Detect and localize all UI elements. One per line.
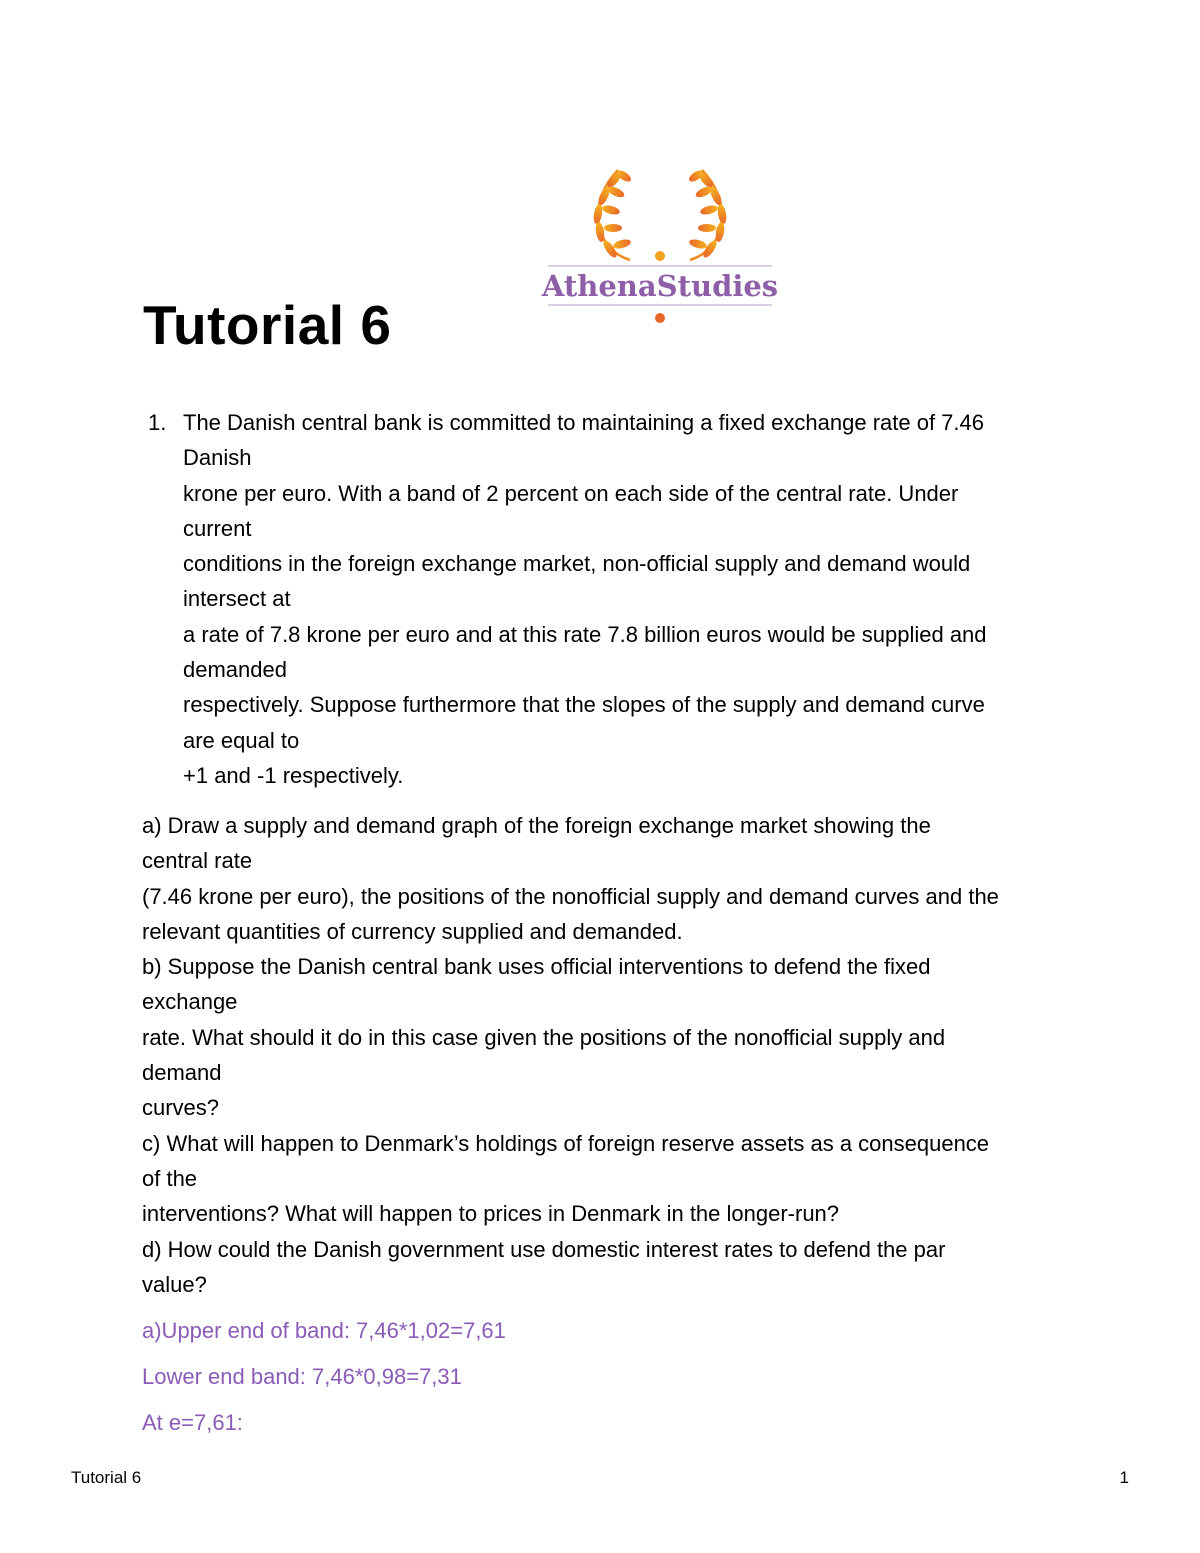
- question-line: krone per euro. With a band of 2 percent on each side of the central rate. Under: [183, 480, 959, 506]
- subquestion-line: b) Suppose the Danish central bank uses official interventions to defend the fixed: [142, 954, 931, 980]
- subquestion-line: demand: [142, 1060, 222, 1086]
- subquestion-line: rate. What should it do in this case given the positions of the nonofficial supply and: [142, 1024, 946, 1050]
- subquestion-line: d) How could the Danish government use domestic interest rates to defend the par: [142, 1236, 946, 1262]
- subquestion-line: (7.46 krone per euro), the positions of the nonofficial supply and demand curves and the: [142, 883, 999, 909]
- question-line: conditions in the foreign exchange market, non-official supply and demand would: [183, 551, 971, 577]
- subquestion-line: relevant quantities of currency supplied and demanded.: [142, 918, 683, 944]
- logo-dot-top-icon: [655, 251, 665, 261]
- subquestion-line: c) What will happen to Denmark’s holdings of foreign reserve assets as a consequence: [142, 1130, 990, 1156]
- answers: [142, 1313, 506, 1451]
- logo-wordmark: AthenaStudies: [541, 269, 779, 303]
- answer-line: At e=7,61:: [142, 1410, 243, 1435]
- footer-title: Tutorial 6: [71, 1468, 142, 1487]
- question-line: The Danish central bank is committed to maintaining a fixed exchange rate of 7.46: [183, 410, 985, 435]
- question-text: [183, 405, 987, 793]
- subquestions: [142, 808, 999, 1302]
- athenastudies-logo: [540, 160, 780, 330]
- laurel-left-icon: [592, 168, 633, 260]
- subquestion-line: value?: [142, 1271, 207, 1297]
- subquestion-line: central rate: [142, 848, 253, 874]
- subquestion-line: of the: [142, 1165, 198, 1191]
- question-line: a rate of 7.8 krone per euro and at this rate 7.8 billion euros would be supplied and: [183, 621, 987, 647]
- page-title: Tutorial 6: [143, 294, 392, 356]
- question-line: respectively. Suppose furthermore that the slopes of the supply and demand curve: [183, 692, 985, 718]
- question-number: 1.: [148, 410, 167, 435]
- logo-dot-bottom-icon: [655, 313, 665, 323]
- question-line: Danish: [183, 445, 252, 471]
- question-line: demanded: [183, 657, 287, 683]
- answer-line: a)Upper end of band: 7,46*1,02=7,61: [142, 1318, 506, 1343]
- question-line: are equal to: [183, 727, 300, 753]
- subquestion-line: a) Draw a supply and demand graph of the foreign exchange market showing the: [142, 813, 931, 838]
- laurel-right-icon: [687, 168, 728, 260]
- question-line: intersect at: [183, 586, 291, 612]
- answer-line: Lower end band: 7,46*0,98=7,31: [142, 1364, 462, 1389]
- question-line: current: [183, 515, 252, 541]
- subquestion-line: curves?: [142, 1095, 220, 1121]
- question-line: +1 and -1 respectively.: [183, 762, 404, 788]
- subquestion-line: interventions? What will happen to prices in Denmark in the longer-run?: [142, 1201, 840, 1227]
- subquestion-line: exchange: [142, 989, 238, 1015]
- page-number: 1: [1119, 1468, 1129, 1487]
